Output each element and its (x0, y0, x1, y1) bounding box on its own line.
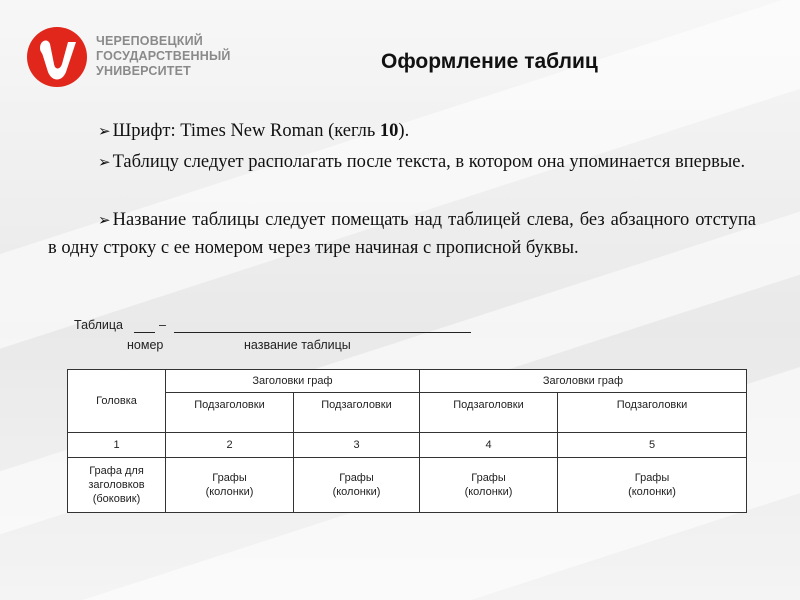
bullet-text-end: ). (398, 121, 410, 141)
table-sub-header: Подзаголовки (616, 399, 688, 411)
bullet-arrow-icon: ➢ (98, 122, 111, 140)
table-stub-cell (68, 458, 165, 512)
stub-text-line: (боковик) (92, 493, 141, 505)
cell-text-line: (колонки) (464, 486, 513, 498)
cell-text-line: Графы (471, 472, 506, 484)
stub-text-line: заголовков (88, 479, 145, 491)
cell-text-line: Графы (339, 472, 374, 484)
caption-prefix: Таблица (74, 318, 124, 332)
bullet-text: Название таблицы следует помещать над таблицей слева, без абзацного отступа в одну строку с ее номером через тире начиная с прописной буквы. (48, 210, 756, 258)
university-name-line: УНИВЕРСИТЕТ (96, 64, 191, 78)
cell-text-line: Графы (634, 472, 670, 484)
university-name-line: ЧЕРЕПОВЕЦКИЙ (96, 34, 203, 48)
university-name-line: ГОСУДАРСТВЕННЫЙ (96, 49, 231, 63)
table-body-cell (558, 458, 746, 512)
table-column-number: 4 (485, 439, 492, 451)
bullet-text: Таблицу следует располагать после текста, в котором она упоминается впервые. (112, 152, 746, 172)
table-body-cell (420, 458, 557, 512)
bullet-arrow-icon: ➢ (98, 153, 111, 171)
table-group-header: Заголовки граф (252, 375, 333, 387)
table-column-number: 1 (113, 439, 120, 451)
bullet-text: Шрифт: Times New Roman (кегль (112, 121, 380, 141)
bullet-arrow-icon: ➢ (98, 211, 111, 229)
caption-number-label: номер (127, 338, 164, 352)
table-sub-header: Подзаголовки (321, 399, 392, 411)
table-column-number: 2 (226, 439, 233, 451)
table-sub-header: Подзаголовки (194, 399, 265, 411)
stub-text-line: Графа для (89, 465, 144, 477)
table-sub-header: Подзаголовки (453, 399, 524, 411)
caption-dash: – (159, 318, 166, 332)
table-column-number: 5 (648, 439, 656, 451)
table-body-cell (166, 458, 293, 512)
cell-text-line: (колонки) (205, 486, 254, 498)
table-group-header: Заголовки граф (542, 375, 624, 387)
table-body-cell (294, 458, 419, 512)
font-size-value: 10 (379, 121, 399, 141)
caption-name-label: название таблицы (244, 338, 351, 352)
table-column-number: 3 (353, 439, 360, 451)
cell-text-line: Графы (212, 472, 247, 484)
cell-text-line: (колонки) (628, 486, 676, 498)
table-head-cell: Головка (96, 395, 137, 407)
slide-title: Оформление таблиц (381, 50, 598, 73)
cell-text-line: (колонки) (332, 486, 381, 498)
